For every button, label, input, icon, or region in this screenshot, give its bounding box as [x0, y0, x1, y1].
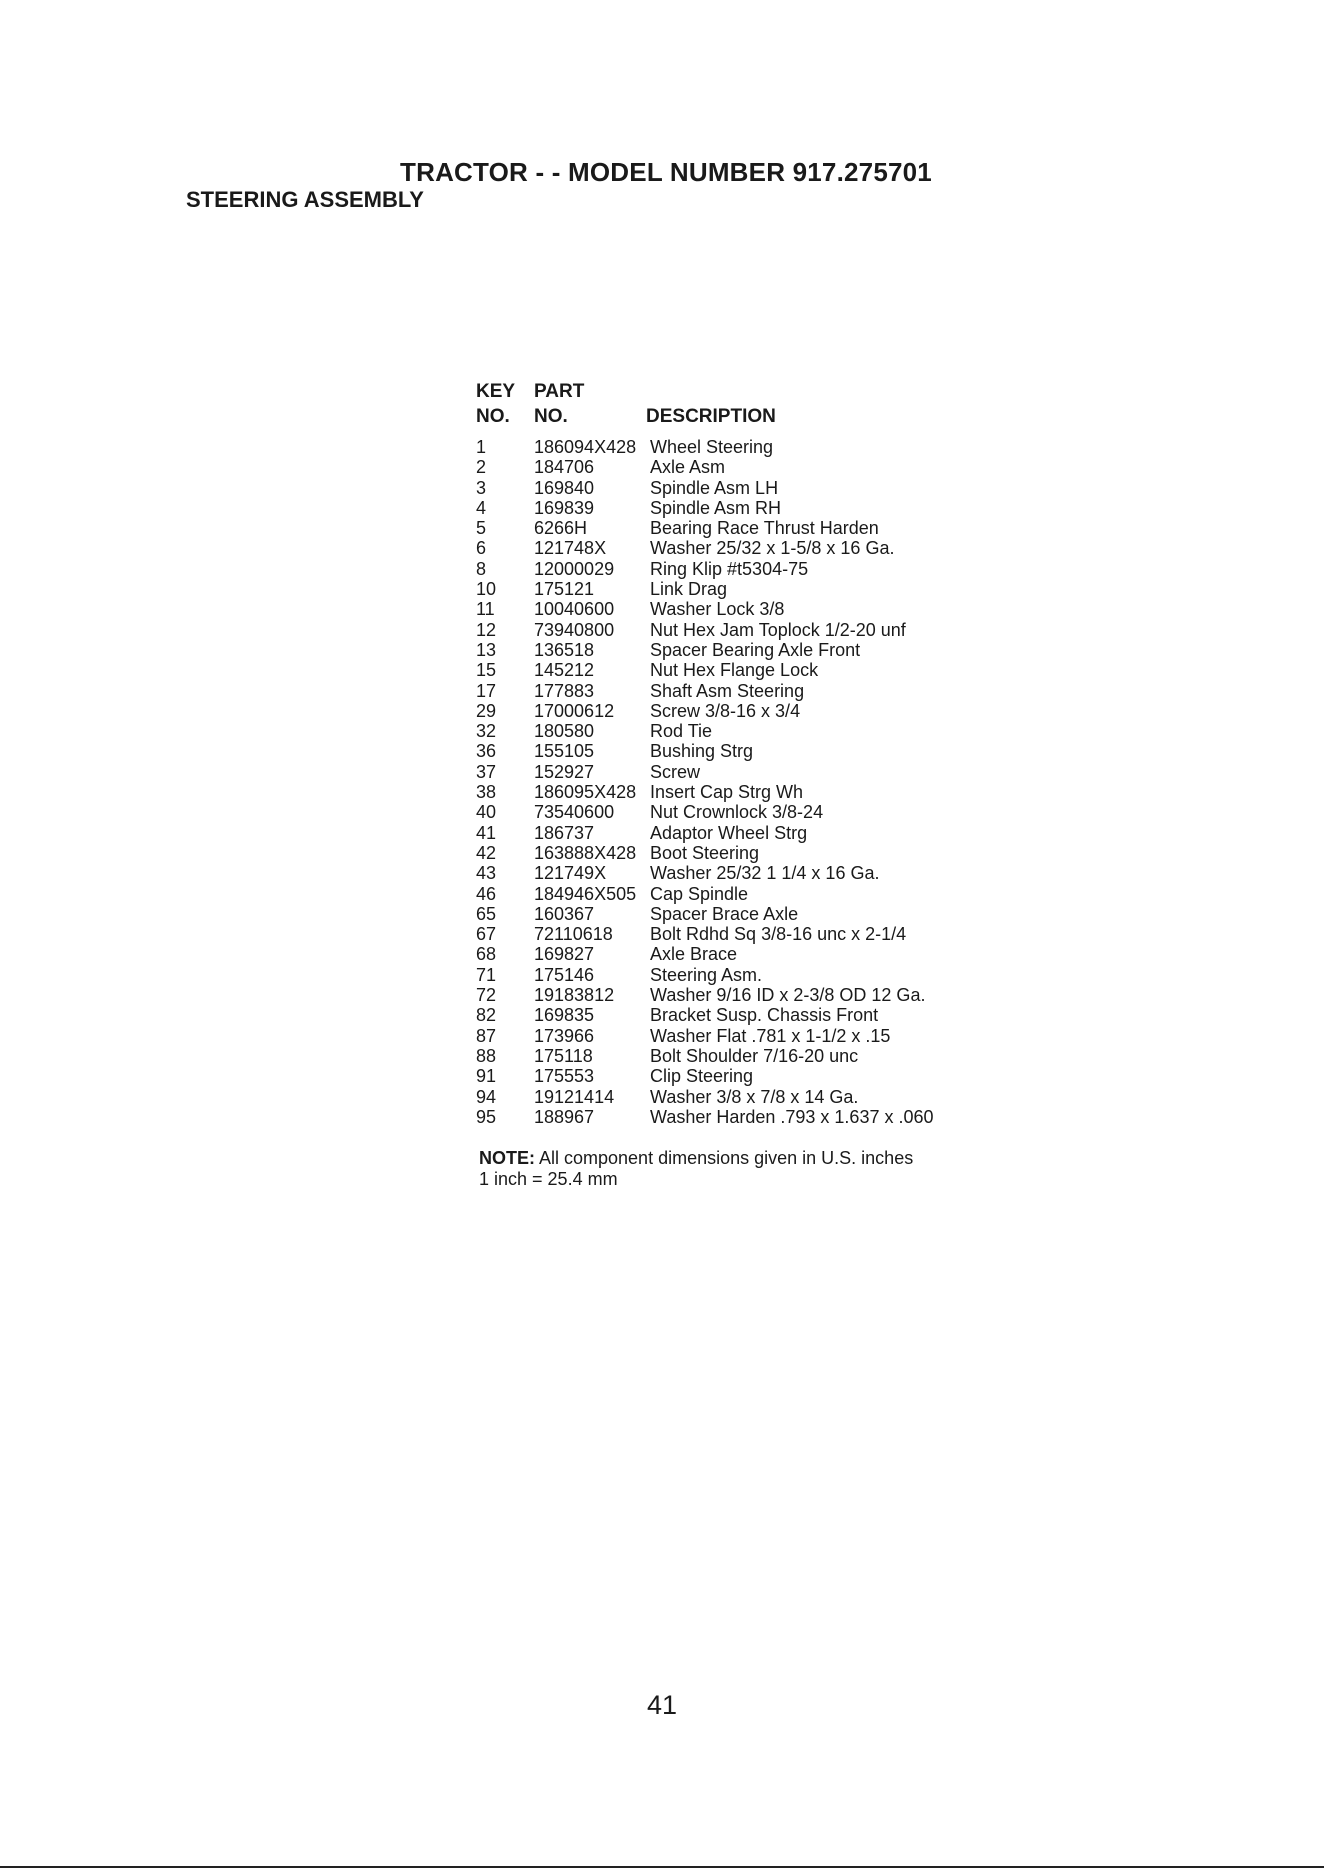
- key-no: 1: [476, 437, 487, 457]
- key-no: 17: [476, 680, 497, 701]
- part-description: Bolt Shoulder 7/16-20 unc: [650, 1045, 859, 1066]
- part-description: Link Drag: [650, 579, 728, 600]
- header-part-top: PART: [534, 381, 585, 402]
- page-number: 41: [646, 1690, 678, 1720]
- key-no: 68: [476, 944, 497, 965]
- note: [479, 1148, 913, 1190]
- section-title: STEERING ASSEMBLY: [186, 187, 424, 212]
- key-no: 82: [476, 1005, 497, 1026]
- key-no: 88: [476, 1045, 497, 1066]
- part-no: 19183812: [534, 985, 615, 1006]
- part-description: Axle Asm: [650, 457, 726, 478]
- note-line: [479, 1148, 913, 1169]
- header-key-bottom: NO.: [476, 406, 510, 427]
- part-description: Nut Hex Jam Toplock 1/2-20 unf: [650, 619, 906, 640]
- part-description: Washer Lock 3/8: [650, 599, 785, 620]
- part-description: Bearing Race Thrust Harden: [650, 518, 879, 539]
- part-no: 173966: [534, 1025, 595, 1046]
- part-no: 169840: [534, 477, 595, 498]
- note-conversion: 1 inch = 25.4 mm: [479, 1169, 618, 1189]
- key-no: 12: [476, 619, 497, 640]
- key-no: 3: [476, 477, 487, 498]
- part-description: Washer Flat .781 x 1-1/2 x .15: [650, 1025, 891, 1046]
- part-no: 160367: [534, 903, 595, 924]
- header-part-bottom: NO.: [534, 406, 568, 427]
- part-description: Spindle Asm LH: [650, 477, 779, 498]
- part-no: 152927: [534, 761, 595, 782]
- part-description: Washer 9/16 ID x 2-3/8 OD 12 Ga.: [650, 985, 926, 1006]
- part-no: 186094X428: [534, 437, 637, 457]
- key-no: 94: [476, 1086, 497, 1107]
- part-description: Axle Brace: [650, 944, 738, 965]
- part-no: 73540600: [534, 802, 615, 823]
- key-no: 32: [476, 721, 497, 742]
- part-no: 186737: [534, 822, 595, 843]
- part-description: Adaptor Wheel Strg: [650, 822, 808, 843]
- part-no: 17000612: [534, 700, 615, 721]
- part-description: Nut Crownlock 3/8-24: [650, 802, 824, 823]
- part-no: 121748X: [534, 538, 607, 559]
- key-no: 6: [476, 538, 487, 559]
- key-no: 95: [476, 1106, 497, 1127]
- key-no: 71: [476, 964, 497, 985]
- part-no: 184946X505: [534, 883, 637, 904]
- part-no: 175553: [534, 1066, 595, 1087]
- key-no: 65: [476, 903, 497, 924]
- key-no: 37: [476, 761, 497, 782]
- part-no: 175146: [534, 964, 595, 985]
- key-no: 43: [476, 863, 497, 884]
- part-no: 169839: [534, 497, 595, 518]
- key-no: 5: [476, 518, 487, 539]
- part-description: Screw 3/8-16 x 3/4: [650, 700, 801, 721]
- part-description: Clip Steering: [650, 1066, 754, 1087]
- part-no: 163888X428: [534, 842, 637, 863]
- part-no: 180580: [534, 721, 595, 742]
- key-no: 4: [476, 497, 487, 518]
- key-no: 87: [476, 1025, 497, 1046]
- part-no: 169827: [534, 944, 595, 965]
- part-description: Bolt Rdhd Sq 3/8-16 unc x 2-1/4: [650, 924, 907, 945]
- part-no: 145212: [534, 660, 595, 681]
- part-description: Washer 25/32 x 1-5/8 x 16 Ga.: [650, 538, 895, 559]
- part-description: Washer 3/8 x 7/8 x 14 Ga.: [650, 1086, 859, 1107]
- part-description: Ring Klip #t5304-75: [650, 558, 809, 579]
- key-no: 42: [476, 842, 497, 863]
- part-description: Screw: [650, 761, 701, 782]
- part-no: 10040600: [534, 599, 615, 620]
- part-description: Washer 25/32 1 1/4 x 16 Ga.: [650, 863, 880, 884]
- key-no: 38: [476, 782, 497, 803]
- part-no: 175121: [534, 579, 595, 600]
- key-no: 67: [476, 924, 497, 945]
- part-no: 186095X428: [534, 782, 637, 803]
- key-no: 29: [476, 700, 497, 721]
- bottom-rule: [0, 1866, 1324, 1868]
- part-description: Nut Hex Flange Lock: [650, 660, 819, 681]
- key-no: 36: [476, 741, 497, 762]
- key-no: 91: [476, 1066, 497, 1087]
- part-no: 6266H: [534, 518, 588, 539]
- part-no: 169835: [534, 1005, 595, 1026]
- key-no: 72: [476, 985, 497, 1006]
- page-title-text: TRACTOR - - MODEL NUMBER 917.275701: [400, 157, 932, 187]
- part-description: Steering Asm.: [650, 964, 763, 985]
- page-title: [0, 157, 1324, 188]
- part-description: Cap Spindle: [650, 883, 749, 904]
- part-no: 121749X: [534, 863, 607, 884]
- key-no: 10: [476, 579, 497, 600]
- part-no: 177883: [534, 680, 595, 701]
- part-description: Wheel Steering: [650, 437, 774, 457]
- part-description: Bushing Strg: [650, 741, 754, 762]
- key-no: 15: [476, 660, 497, 681]
- key-no: 2: [476, 457, 487, 478]
- part-no: 175118: [534, 1045, 593, 1066]
- part-no: 19121414: [534, 1086, 615, 1107]
- part-no: 155105: [534, 741, 595, 762]
- part-no: 184706: [534, 457, 595, 478]
- part-description: Washer Harden .793 x 1.637 x .060: [650, 1106, 934, 1127]
- key-no: 41: [476, 822, 497, 843]
- part-description: Shaft Asm Steering: [650, 680, 805, 701]
- part-no: 72110618: [534, 924, 613, 945]
- part-description: Bracket Susp. Chassis Front: [650, 1005, 879, 1026]
- key-no: 46: [476, 883, 497, 904]
- part-no: 12000029: [534, 558, 615, 579]
- part-description: Spacer Brace Axle: [650, 903, 799, 924]
- header-key-top: KEY: [476, 381, 516, 402]
- part-no: 136518: [534, 639, 595, 660]
- part-description: Spindle Asm RH: [650, 497, 782, 518]
- note-label: NOTE:: [479, 1148, 535, 1168]
- key-no: 13: [476, 639, 497, 660]
- note-text: All component dimensions given in U.S. inches: [535, 1148, 914, 1168]
- key-no: 11: [476, 599, 495, 620]
- header-description: DESCRIPTION: [646, 406, 776, 427]
- part-description: Spacer Bearing Axle Front: [650, 639, 861, 660]
- part-no: 73940800: [534, 619, 615, 640]
- part-no: 188967: [534, 1106, 595, 1127]
- part-description: Insert Cap Strg Wh: [650, 782, 804, 803]
- part-description: Boot Steering: [650, 842, 760, 863]
- key-no: 8: [476, 558, 487, 579]
- part-description: Rod Tie: [650, 721, 713, 742]
- key-no: 40: [476, 802, 497, 823]
